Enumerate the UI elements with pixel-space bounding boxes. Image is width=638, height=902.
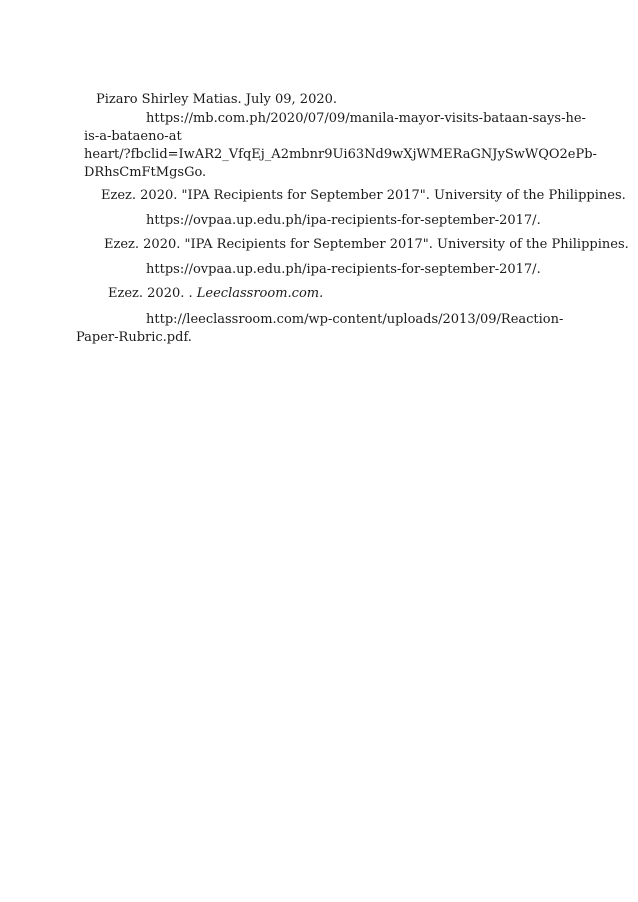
reference-url-line: http://leeclassroom.com/wp-content/uploads/2013/09/Reaction- [146,312,564,327]
reference-author-date: Pizaro Shirley Matias. July 09, 2020. [96,92,338,107]
reference-url-line: is-a-bataeno-at [84,129,182,144]
reference-url: https://ovpaa.up.edu.ph/ipa-recipients-for-september-2017/. [146,262,541,277]
reference-site-name: Leeclassroom.com. [196,286,324,301]
reference-citation: Ezez. 2020. "IPA Recipients for September 2017". University of the Philippines. [104,237,629,252]
reference-citation-prefix: Ezez. 2020. . [108,286,193,301]
reference-url-line: https://mb.com.ph/2020/07/09/manila-mayor-visits-bataan-says-he- [146,111,586,126]
reference-url: https://ovpaa.up.edu.ph/ipa-recipients-for-september-2017/. [146,213,541,228]
reference-citation: Ezez. 2020. "IPA Recipients for September 2017". University of the Philippines. [101,188,626,203]
reference-url-line: DRhsCmFtMgsGo. [84,165,207,180]
reference-url-line: Paper-Rubric.pdf. [76,330,192,345]
reference-citation [108,286,323,302]
reference-url-line: heart/?fbclid=IwAR2_VfqEj_A2mbnr9Ui63Nd9wXjWMERaGNJySwWQO2ePb- [84,147,597,162]
